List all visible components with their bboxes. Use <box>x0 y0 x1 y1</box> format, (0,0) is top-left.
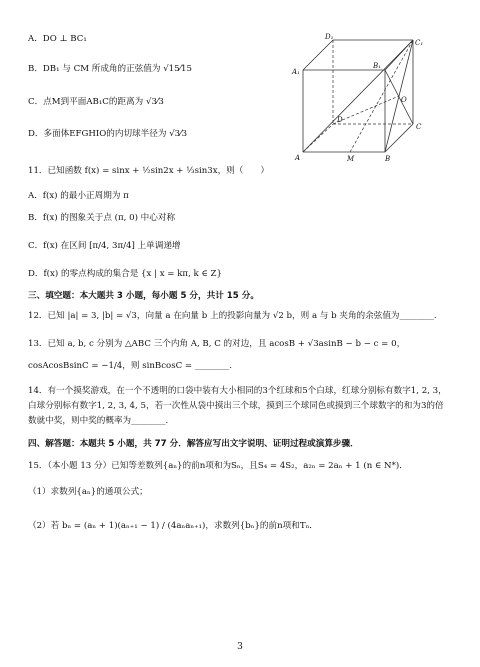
q11-stem: 11．已知函数 f(x) = sinx + ½sin2x + ⅓sin3x，则（ ） <box>28 166 270 176</box>
label-b: B <box>385 155 391 163</box>
label-a1: A₁ <box>292 68 300 76</box>
label-o: O <box>401 96 407 104</box>
q11-option-a: A．f(x) 的最小正周期为 π <box>28 191 129 201</box>
label-m: M <box>347 155 355 163</box>
page-number: 3 <box>237 642 243 652</box>
label-c1: C₁ <box>415 39 424 47</box>
q10-option-c: C．点M到平面AB₁C的距离为 √3⁄3 <box>28 97 164 107</box>
q11-option-d: D．f(x) 的零点构成的集合是 {x | x = kπ, k ∈ Z} <box>28 269 222 279</box>
q13-line-2: cosAcosBsinC = −1/4，则 sinBcosC = ________. <box>28 361 232 371</box>
q11-option-b: B．f(x) 的图象关于点 (π, 0) 中心对称 <box>28 213 176 223</box>
q15-part-2: （2）若 bₙ = (aₙ + 1)(aₙ₊₁ − 1) / (4aₙaₙ₊₁)，求数列{bₙ}的前n项和Tₙ． <box>28 521 318 531</box>
q10-option-b: B．DB₁ 与 CM 所成角的正弦值为 √15⁄15 <box>28 64 192 74</box>
section-4-title: 四、解答题：本题共 5 小题，共 77 分．解答应写出文字说明、证明过程或演算步骤． <box>28 439 359 449</box>
q12-text: 12．已知 |a| = 3, |b| = √3，向量 a 在向量 b 上的投影向量为 √2 b，则 a 与 b 夹角的余弦值为________. <box>28 311 437 321</box>
q13-line-1: 13．已知 a, b, c 分别为 △ABC 三个内角 A, B, C 的对边，且 acosB + √3asinB − b − c = 0， <box>28 339 406 349</box>
label-d1: D₁ <box>325 33 334 41</box>
label-a: A <box>295 154 301 162</box>
q15-part-1: （1）求数列{aₙ}的通项公式； <box>28 487 148 497</box>
q15-stem: 15．（本小题 13 分）已知等差数列{aₙ}的前n项和为Sₙ，且S₄ = 4S₂，a₂ₙ = 2aₙ + 1 (n ∈ N*)． <box>28 461 408 471</box>
label-d: D <box>337 116 343 124</box>
label-b1: B₁ <box>373 62 381 70</box>
cube-figure <box>285 32 435 167</box>
q10-option-a: A．DO ⊥ BC₁ <box>28 34 87 44</box>
q14-text: 14．有一个摸奖游戏，在一个不透明的口袋中装有大小相同的3个红球和5个白球，红球分别标有数字1, 2, 3，白球分别标有数字1, 2, 3, 4, 5，若一次性从袋中摸出三个球，摸到三个球同色或摸到三个球数字的和为3的倍数就中奖，则中奖的概率为________. <box>28 386 447 426</box>
q10-option-d: D．多面体EFGHIO的内切球半径为 √3⁄3 <box>28 129 188 139</box>
q11-option-c: C．f(x) 在区间 [π/4, 3π/4] 上单调递增 <box>28 241 181 251</box>
section-3-title: 三、填空题：本大题共 3 小题，每小题 5 分，共计 15 分。 <box>28 291 259 301</box>
label-c: C <box>416 123 422 131</box>
